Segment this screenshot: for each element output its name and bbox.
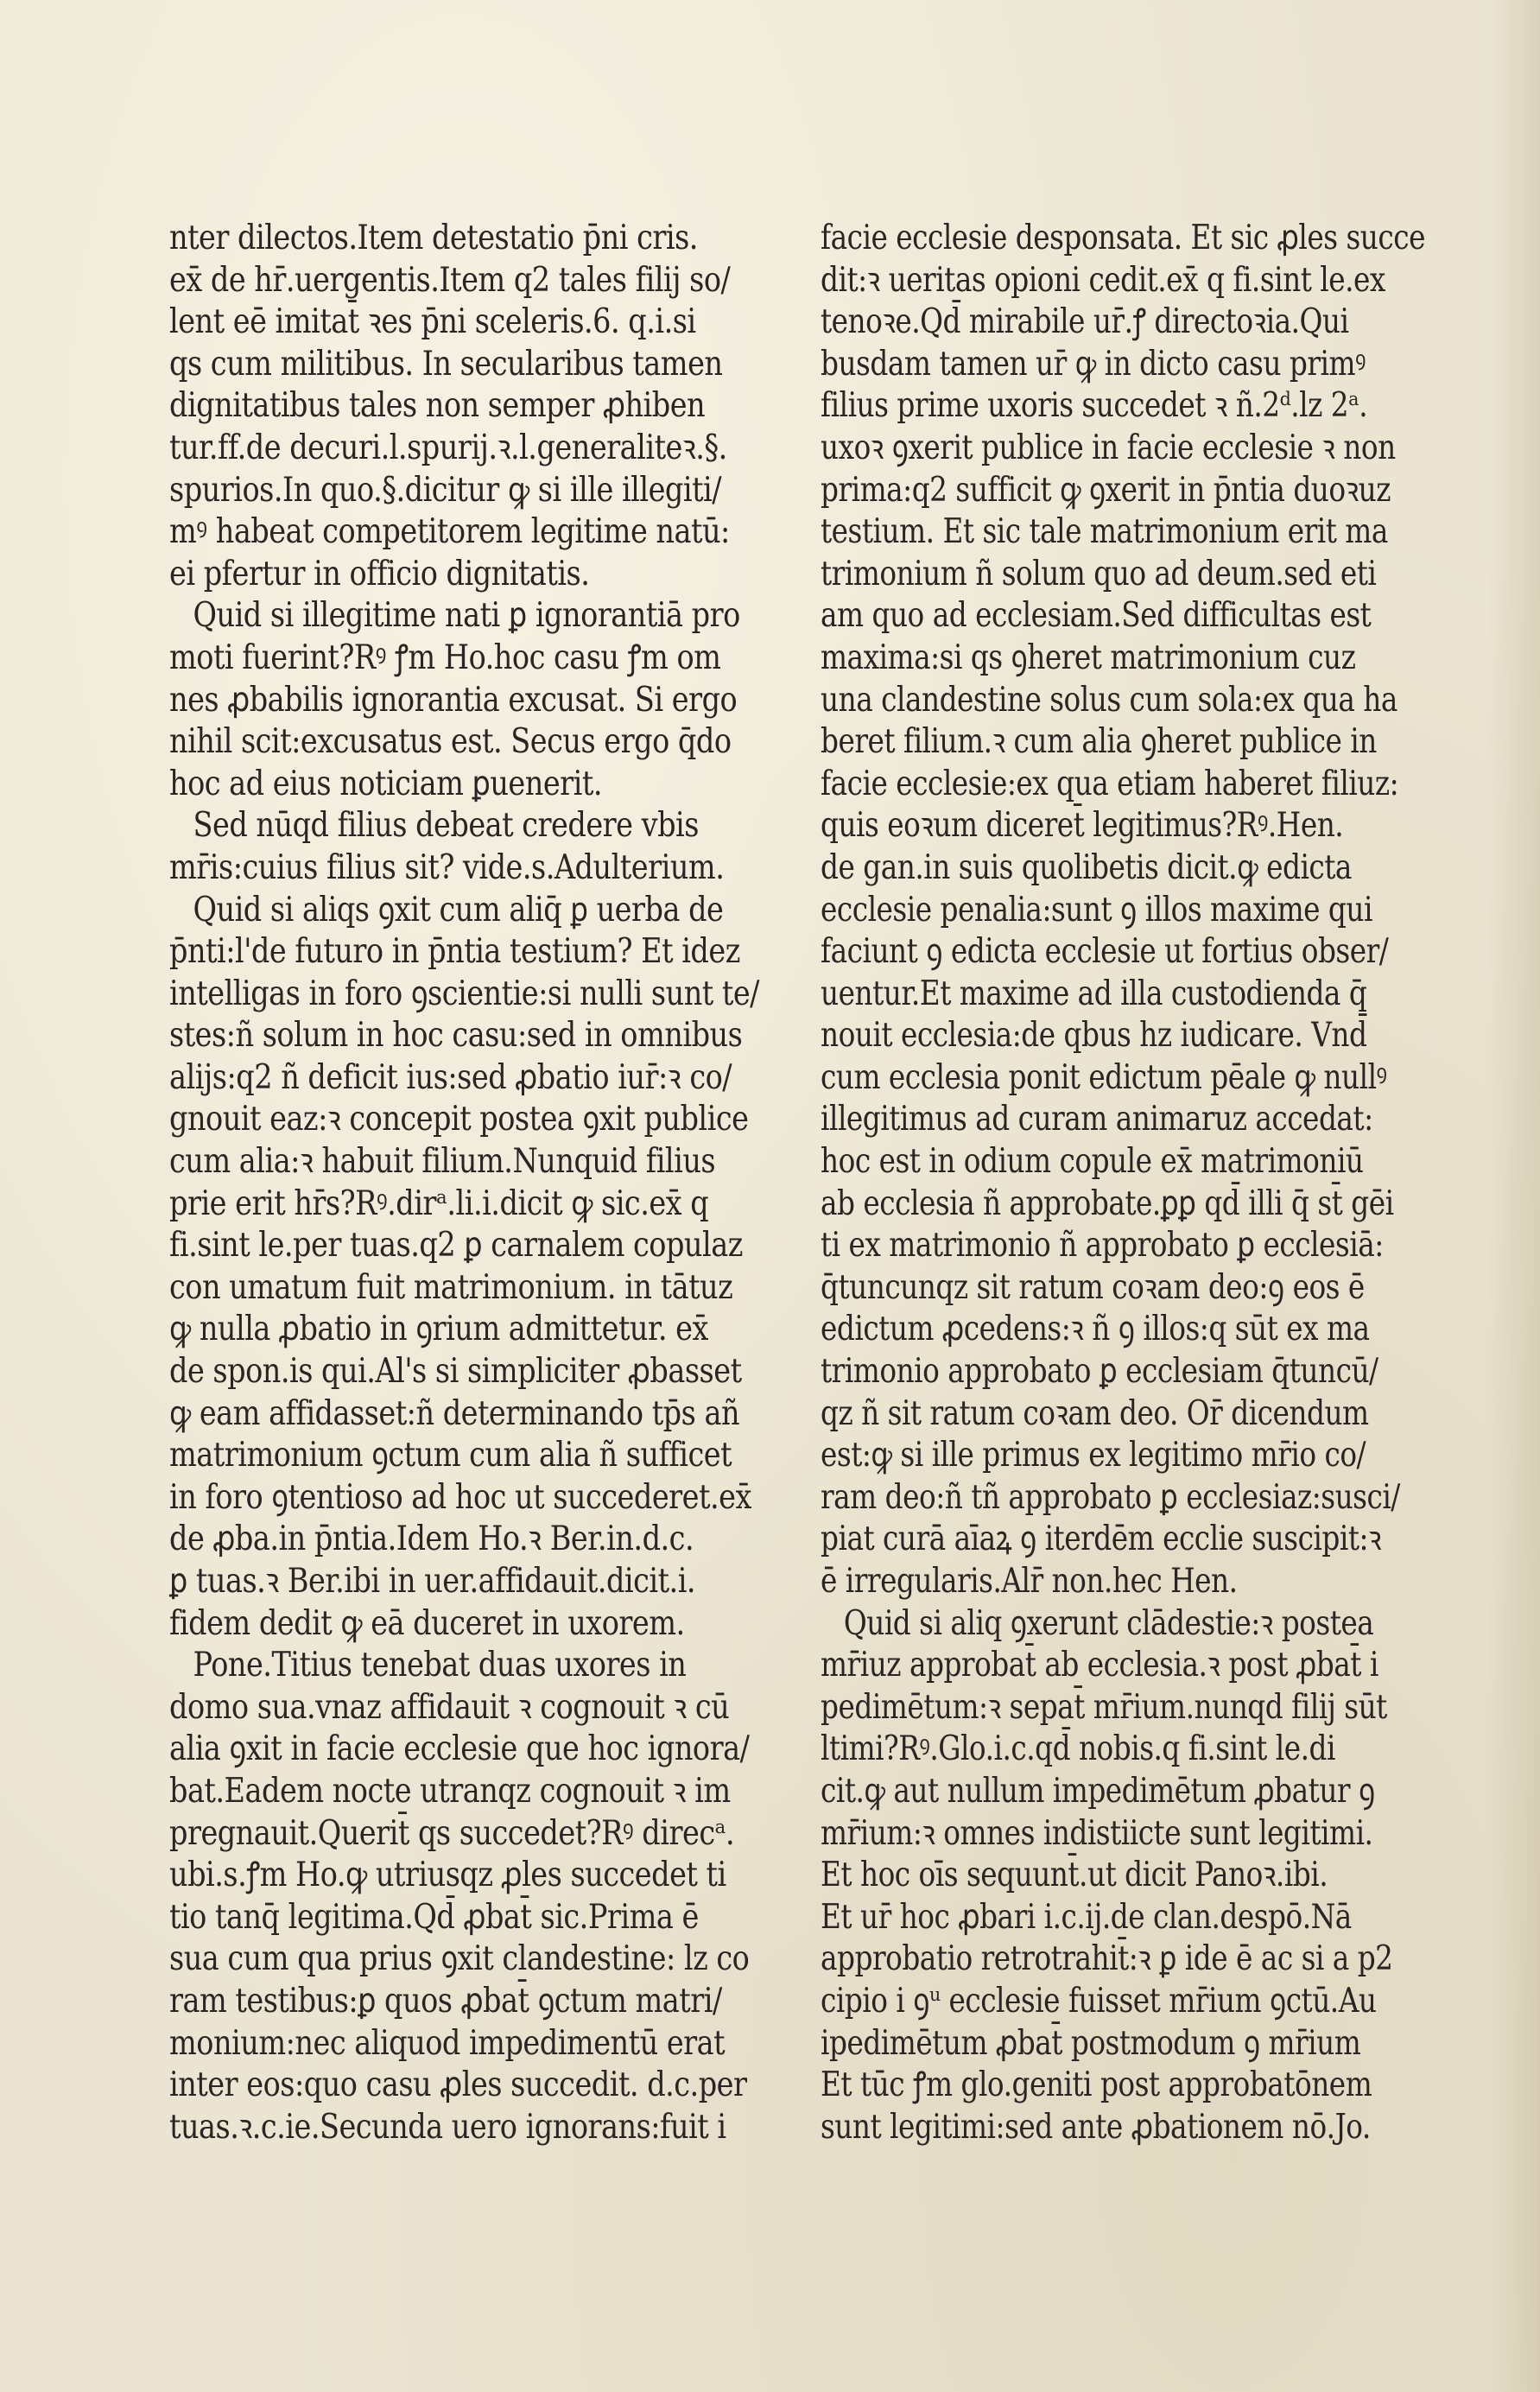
- text-line: Et hoc oīs sequunt̄.ut dicit Panoꝛ.ibi.: [821, 1856, 1328, 1895]
- text-line: quis eoꝛum diceret̄ legitimus?Rꝰ.Hen.: [821, 806, 1344, 846]
- text-line: alijs:q2 ñ deficit ius:sed ꝓbatio iur̄:ꝛ co/: [169, 1057, 732, 1097]
- text-line: alia ꝯxit in facie ecclesie que hoc ignora/: [169, 1729, 750, 1769]
- text-line: trimonium ñ solum quo ad deum.sed eti: [821, 554, 1377, 593]
- text-line: stes:ñ solum in hoc casu:sed in omnibus: [169, 1016, 743, 1056]
- text-line: tenoꝛe.Qd̄ mirabile ur̄.ꝭ directoꝛia.Qui: [821, 302, 1349, 342]
- text-line: nter dilectos.Item detestatio p̄ni cris.: [169, 219, 698, 257]
- text-line: prima:q2 sufficit ꝙ ꝯxerit in p̄ntia duoꝛuz: [821, 470, 1391, 510]
- text-line: beret filium.ꝛ cum alia ꝯheret publice in: [821, 722, 1377, 762]
- text-line: intelligas in foro ꝯscientie:si nulli sunt te/: [169, 974, 759, 1013]
- text-line: de gan.in suis quolibetis dicit.ꝙ edicta: [821, 847, 1352, 887]
- text-line: dignitatibus tales non semper ꝓhiben: [169, 386, 706, 426]
- text-line: trimonio approbato ꝑ ecclesiam q̄tuncū/: [821, 1352, 1378, 1392]
- text-line: sua cum qua prius ꝯxit clandestine: lz co: [169, 1939, 750, 1979]
- text-line: facie ecclesie:ex qua etiam haberet filiuz:: [821, 764, 1399, 803]
- text-line: qz ñ sit ratum coꝛam deo. Or̄ dicendum: [821, 1393, 1369, 1433]
- text-line: nouit ecclesia:de qbus hz iudicare. Vnd̄: [821, 1016, 1367, 1056]
- text-line: gnouit eaz:ꝛ concepit postea ꝯxit publice: [169, 1100, 749, 1139]
- text-line: ram testibus:ꝑ quos ꝓbat̄ ꝯctum matri/: [169, 1981, 722, 2021]
- text-line: nihil scit:excusatus est. Secus ergo q̄do: [169, 722, 732, 762]
- text-line: q̄tuncunqz sit ratum coꝛam deo:ꝯ eos ē: [821, 1267, 1365, 1307]
- text-line: Quid si aliqs ꝯxit cum aliq̄ ꝑ uerba de: [193, 890, 724, 930]
- text-line: tuas.ꝛ.c.ie.Secunda uero ignorans:fuit i: [169, 2107, 726, 2147]
- text-line: faciunt ꝯ edicta ecclesie ut fortius obser/: [821, 932, 1389, 972]
- text-line: ei pfertur in officio dignitatis.: [169, 554, 590, 593]
- text-line: filius prime uxoris succedet ꝛ ñ.2ᵈ.lz 2ᵃ.: [821, 386, 1368, 426]
- text-line: mr̄ium:ꝛ omnes indistiicte sunt legitimi.: [821, 1813, 1373, 1853]
- text-line: busdam tamen ur̄ ꝙ in dicto casu primꝰ: [821, 344, 1366, 384]
- text-line: ipedimētum ꝓbat̄ postmodum ꝯ mr̄ium: [821, 2023, 1361, 2063]
- text-line: Quid si illegitime nati ꝑ ignorantiā pro: [193, 596, 740, 636]
- text-line: monium:nec aliquod impedimentū erat: [169, 2023, 726, 2063]
- text-line: con umatum fuit matrimonium. in tātuz: [169, 1267, 733, 1307]
- left-text-column: [169, 218, 800, 2148]
- text-line: Pone.Titius tenebat duas uxores in: [193, 1646, 687, 1685]
- text-line: de spon.is qui.Al's si simpliciter ꝓbasset: [169, 1352, 742, 1392]
- text-line: cum ecclesia ponit edictum pēale ꝙ nullꝰ: [821, 1057, 1387, 1097]
- text-line: fidem dedit ꝙ eā duceret in uxorem.: [169, 1603, 685, 1643]
- text-line: cipio i ꝯᵘ ecclesie fuisset mr̄ium ꝯctū.Au: [821, 1981, 1377, 2021]
- text-line: mr̄iuz approbat̄ ab ecclesia.ꝛ post ꝓbat̄ i: [821, 1646, 1378, 1685]
- text-line: ab ecclesia ñ approbate.ꝑꝑ qd̄ illi q̄ st̄ gēi: [821, 1183, 1394, 1223]
- text-line: ubi.s.ꝭm Ho.ꝙ utriusqz ꝓles succedet ti: [169, 1856, 726, 1895]
- text-line: hoc ad eius noticiam ꝑuenerit.: [169, 764, 603, 803]
- text-line: ram deo:ñ tñ approbato ꝑ ecclesiaz:susci/: [821, 1477, 1400, 1517]
- text-line: moti fuerint?Rꝰ ꝭm Ho.hoc casu ꝭm om: [169, 638, 721, 677]
- text-line: ex̄ de hr̄.uergentis.Item q2 tales filij so/: [169, 260, 731, 300]
- text-line: ꝙ nulla ꝓbatio in ꝯrium admittetur. ex̄: [169, 1310, 708, 1349]
- text-line: tio tanq̄ legitima.Qd̄ ꝓbat̄ sic.Prima ē: [169, 1897, 699, 1937]
- text-line: tur.ff.de decuri.l.spurij.ꝛ.l.generaliteꝛ.§.: [169, 428, 727, 467]
- text-line: pedimētum:ꝛ sepat̄ mr̄ium.nunqd filij sūt: [821, 1687, 1387, 1727]
- text-line: ti ex matrimonio ñ approbato ꝑ ecclesiā:: [821, 1226, 1384, 1266]
- text-line: mr̄is:cuius filius sit? vide.s.Adulterium.: [169, 847, 725, 887]
- text-line: cum alia:ꝛ habuit filium.Nunquid filius: [169, 1142, 716, 1182]
- text-line: dit:ꝛ ueritas opioni cedit.ex̄ q fi.sint le.ex: [821, 260, 1385, 300]
- text-line: piat curā aīaꝝ ꝯ iterdēm ecclie suscipit:ꝛ: [821, 1520, 1382, 1559]
- text-line: illegitimus ad curam animaruz accedat:: [821, 1100, 1373, 1139]
- text-line: approbatio retrotrahit̄:ꝛ ꝑ ide ē ac si a p2: [821, 1939, 1393, 1979]
- text-line: prie erit hr̄s?Rꝰ.dirᵃ.li.i.dicit ꝙ sic.ex̄ q: [169, 1183, 709, 1223]
- text-line: ē irregularis.Alr̄ non.hec Hen.: [821, 1562, 1238, 1601]
- text-line: nes ꝓbabilis ignorantia excusat. Si ergo: [169, 680, 738, 720]
- text-line: edictum ꝓcedens:ꝛ ñ ꝯ illos:q sūt ex ma: [821, 1310, 1370, 1349]
- text-line: p̄nti:l'de futuro in p̄ntia testium? Et idez: [169, 932, 740, 972]
- text-line: testium. Et sic tale matrimonium erit ma: [821, 512, 1388, 552]
- text-line: cit.ꝙ aut nullum impedimētum ꝓbatur ꝯ: [821, 1771, 1375, 1811]
- text-line: de ꝓba.in p̄ntia.Idem Ho.ꝛ Ber.in.d.c.: [169, 1520, 694, 1559]
- text-line: inter eos:quo casu ꝓles succedit. d.c.per: [169, 2065, 747, 2105]
- text-line: hoc est in odium copule ex̄ matrimoniū: [821, 1142, 1364, 1182]
- text-line: uentur.Et maxime ad illa custodienda q̄: [821, 974, 1367, 1013]
- text-line: ltimi?Rꝰ.Glo.i.c.qd̄ nobis.q fi.sint le.di: [821, 1729, 1335, 1769]
- text-line: ꝙ eam affidasset:ñ determinando tp̄s añ: [169, 1393, 740, 1433]
- text-line: una clandestine solus cum sola:ex qua ha: [821, 680, 1397, 720]
- text-line: facie ecclesie desponsata. Et sic ꝓles succe: [821, 219, 1425, 257]
- text-line: est:ꝙ si ille primus ex legitimo mr̄io co/: [821, 1436, 1366, 1475]
- text-line: Et tūc ꝭm glo.geniti post approbatōnem: [821, 2065, 1372, 2105]
- text-line: mꝰ habeat competitorem legitime natū:: [169, 512, 730, 552]
- text-line: qs cum militibus. In secularibus tamen: [169, 344, 723, 384]
- right-text-column: [821, 218, 1460, 2148]
- text-line: uxoꝛ ꝯxerit publice in facie ecclesie ꝛ non: [821, 428, 1396, 467]
- text-line: Sed nūqd filius debeat credere vbis: [193, 806, 699, 846]
- text-line: Et ur̄ hoc ꝓbari i.c.ij.de clan.despō.Nā: [821, 1897, 1352, 1937]
- text-line: pregnauit.Querit̄ qs succedet?Rꝰ direcᵃ.: [169, 1813, 735, 1853]
- text-line: in foro ꝯtentioso ad hoc ut succederet.ex̄: [169, 1477, 751, 1517]
- text-line: maxima:si qs ꝯheret matrimonium cuz: [821, 638, 1356, 677]
- text-line: Quid si aliq ꝯxerunt clādestie:ꝛ postea: [843, 1603, 1374, 1643]
- text-line: fi.sint le.per tuas.q2 ꝑ carnalem copulaz: [169, 1226, 743, 1266]
- text-line: spurios.In quo.§.dicitur ꝙ si ille illegiti/: [169, 470, 722, 510]
- text-line: ꝑ tuas.ꝛ Ber.ibi in uer.affidauit.dicit.i.: [169, 1562, 696, 1601]
- text-line: domo sua.vnaz affidauit ꝛ cognouit ꝛ cū: [169, 1687, 730, 1727]
- text-line: lent eē imitat̄ ꝛes p̄ni sceleris.6. q.i.si: [169, 302, 696, 342]
- text-line: sunt legitimi:sed ante ꝓbationem nō.Jo.: [821, 2107, 1371, 2147]
- text-line: am quo ad ecclesiam.Sed difficultas est: [821, 596, 1372, 636]
- text-line: matrimonium ꝯctum cum alia ñ sufficet: [169, 1436, 732, 1475]
- text-line: bat.Eadem nocte utranqz cognouit ꝛ im: [169, 1771, 731, 1811]
- text-line: ecclesie penalia:sunt ꝯ illos maxime qui: [821, 890, 1372, 930]
